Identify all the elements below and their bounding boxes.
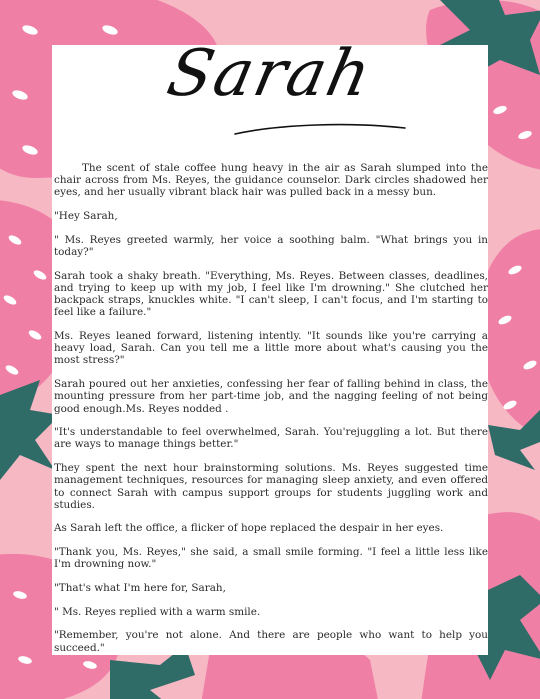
paragraph: "Hey Sarah, [54,210,118,223]
paragraph: " Ms. Reyes replied with a warm smile. [54,605,261,618]
paragraph: Sarah poured out her anxieties, confessing her fear of falling behind in class, the mounting pressure from her part-time job, and the nagging feeling of not being good enough.Ms. Reyes nodded . [54,378,488,415]
paragraph: They spent the next hour brainstorming solutions. Ms. Reyes suggested time management techniques, resources for managing sleep anxiety, and even offered to connect Sarah with campus support groups for students juggling work and studies. [54,462,488,511]
paragraph: " Ms. Reyes greeted warmly, her voice a soothing balm. "What brings you in today?" [54,233,488,259]
paragraph: "Remember, you're not alone. And there are people who want to help you succeed." [54,629,488,654]
paragraph: As Sarah left the office, a flicker of hope replaced the despair in her eyes. [54,522,444,535]
page-title: Sarah [161,37,379,111]
title-flourish [230,120,410,140]
story-text [54,162,488,665]
paragraph: "That's what I'm here for, Sarah, [54,582,226,595]
paragraph: Sarah took a shaky breath. "Everything, Ms. Reyes. Between classes, deadlines, and trying to keep up with my job, I feel like I'm drowning." She clutched her backpack straps, knuckles white. "I can't sleep, I can't focus, and I'm starting to feel like a failure." [54,269,488,319]
paragraph: Ms. Reyes leaned forward, listening intently. "It sounds like you're carrying a heavy load, Sarah. Can you tell me a little more about what's causing you the most stress?" [54,330,488,367]
paragraph: "Thank you, Ms. Reyes," she said, a small smile forming. "I feel a little less like I'm drowning now." [54,546,488,571]
paragraph: "It's understandable to feel overwhelmed, Sarah. You'rejuggling a lot. But there are ways to manage things better." [54,426,488,451]
paragraph: The scent of stale coffee hung heavy in the air as Sarah slumped into the chair across from Ms. Reyes, the guidance counselor. Dark circles shadowed her eyes, and her usually vibrant black hair was pulled back in a messy bun. [54,162,488,199]
